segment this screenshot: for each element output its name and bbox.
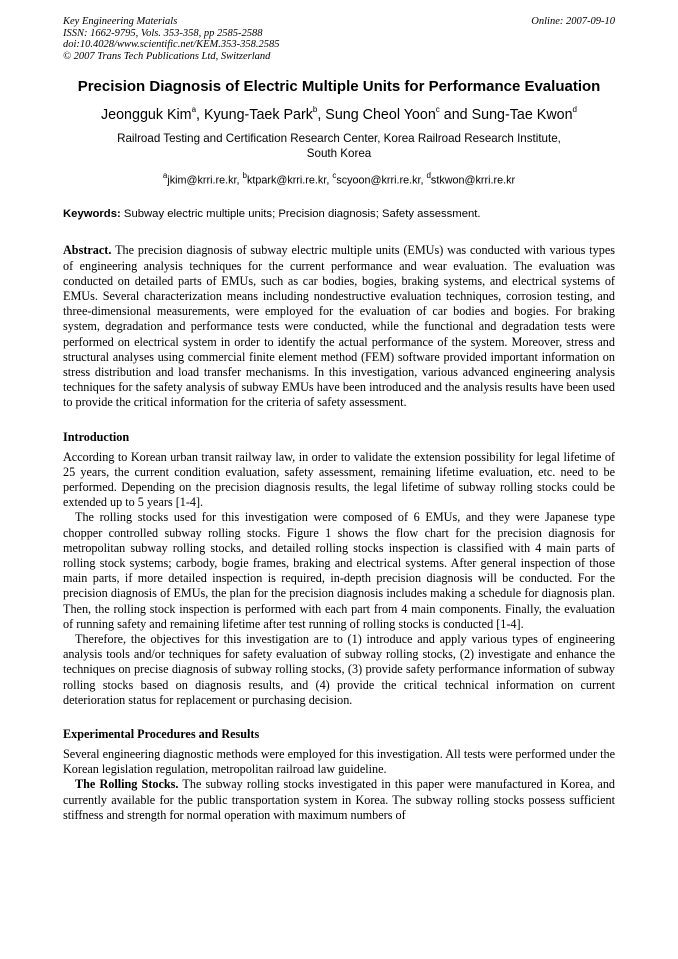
author-conjunction: and <box>439 106 472 123</box>
experimental-body <box>63 747 615 823</box>
online-date: Online: 2007-09-10 <box>531 16 615 27</box>
runin-heading: The Rolling Stocks. <box>75 777 179 792</box>
journal-header <box>63 16 615 62</box>
email-address: stkwon@krri.re.kr <box>430 174 516 187</box>
author-name: Kyung-Taek Park <box>204 106 313 123</box>
author-name: Sung Cheol Yoon <box>325 106 436 123</box>
paragraph: The rolling stocks used for this investigation were composed of 6 EMUs, and they were Japanese type chopper controlled subway rolling stocks. Figure 1 shows the flow chart for the precision diagnosis for metropolitan subway rolling stocks, and detailed rolling stocks inspection is classified with 4 main parts of rolling stock systems; carbody, bogie frames, braking and electrical systems. After general inspection of those main parts, if more detailed inspection is required, in-depth precision diagnosis will be conducted. For the precision diagnosis of EMUs, the plan for the precision diagnosis includes making a schedule for diagnosis plan. Then, the rolling stock inspection is performed with each part from 4 main components. Finally, the evaluation of running safety and remaining lifetime after test running of rolling stocks is conducted [1-4]. <box>63 510 615 631</box>
author-separator: , <box>317 106 326 123</box>
author-name: Jeongguk Kim <box>100 106 192 123</box>
copyright-line: © 2007 Trans Tech Publications Ltd, Switzerland <box>63 50 271 62</box>
section-heading-introduction: Introduction <box>63 429 130 444</box>
author-name: Sung-Tae Kwon <box>471 106 573 123</box>
email-list: $^a$jkim@krri.re.kr, $^b$ktpark@krri.re.kr, $^c$scyoon@krri.re.kr, $^d$stkwon@krri.re.kr <box>162 170 516 187</box>
runin-text: The subway rolling stocks investigated in this paper were manufactured in Korea, and currently available for the public transportation system in Korea. The subway rolling stocks possess sufficient stiffness and strength for normal operation with maximum numbers of <box>63 777 616 822</box>
paragraph <box>63 777 615 823</box>
email-mark: b <box>242 170 247 180</box>
journal-name: Key Engineering Materials <box>63 16 178 27</box>
email-mark: c <box>332 170 337 180</box>
paper-title: Precision Diagnosis of Electric Multiple Units for Performance Evaluation <box>77 78 601 95</box>
author-affil-mark: b <box>312 105 318 114</box>
doi-line: doi:10.4028/www.scientific.net/KEM.353-358.2585 <box>63 39 280 50</box>
keywords-label: Keywords: <box>63 208 121 221</box>
keywords-text: Subway electric multiple units; Precision diagnosis; Safety assessment. <box>120 208 481 221</box>
keywords <box>63 207 615 221</box>
author-affil-mark: a <box>191 105 197 114</box>
email-address: scyoon@krri.re.kr <box>336 174 421 187</box>
email-mark: d <box>426 170 431 180</box>
paragraph: According to Korean urban transit railway law, in order to validate the extension possibility for legal lifetime of 25 years, the current condition evaluation, safety assessment, remaining lifetime evaluation, etc. need to be performed. Depending on the precision diagnosis results, the legal lifetime of subway rolling stocks could be extended up to 5 years [1-4]. <box>63 449 615 510</box>
email-mark: a <box>162 170 168 180</box>
author-affil-mark: d <box>572 105 577 114</box>
author-list <box>63 102 615 124</box>
paragraph: Therefore, the objectives for this investigation are to (1) introduce and apply various types of engineering analysis tools and/or techniques for safety evaluation of subway rolling stocks, (2) investigate and enhance the techniques on precise diagnosis of subway rolling stocks, (3) provide safety performance information of subway rolling stocks based on diagnosis results, and (4) provide the critical technical information on current deterioration status for replacement or purchasing decision. <box>63 632 615 707</box>
abstract <box>63 243 615 410</box>
email-address: jkim@krri.re.kr <box>167 174 237 187</box>
issn-line: ISSN: 1662-9795, Vols. 353-358, pp 2585-2588 <box>63 27 263 39</box>
introduction-body <box>63 450 615 708</box>
affiliation: Railroad Testing and Certification Research Center, Korea Railroad Research Institute, South Korea <box>117 131 561 160</box>
abstract-text: The precision diagnosis of subway electric multiple units (EMUs) was conducted with various types of engineering analysis techniques for the current performance and wear evaluation. The evaluation was conducted on detailed parts of EMUs, such as car bodies, bogies, braking systems, and electrical systems of EMUs. Several characterization means including nondestructive evaluation techniques, corrosion testing, and three-dimensional measurements, were employed for the evaluation of car bodies and bogies. For braking system, degradation and performance tests were conducted, while the functional and degradation tests were performed on electrical system in order to identify the actual performance of the system. Moreover, stress and structural analyses using commercial finite element method (FEM) software provided important information on stress distribution and load transfer mechanisms. In this investigation, various advanced engineering analysis techniques for the safety analysis of subway EMUs have been introduced and the analysis results have been used to provide the critical information for the criteria of safety assessment. <box>63 243 615 410</box>
author-affil-mark: c <box>435 105 440 114</box>
abstract-label: Abstract. <box>63 243 112 258</box>
paragraph: Several engineering diagnostic methods were employed for this investigation. All tests were performed under the Korean legislation regulation, metropolitan railroad law guideline. <box>63 747 615 777</box>
email-address: ktpark@krri.re.kr <box>246 174 327 187</box>
section-heading-experimental: Experimental Procedures and Results <box>63 727 260 742</box>
author-separator: , <box>196 106 204 123</box>
